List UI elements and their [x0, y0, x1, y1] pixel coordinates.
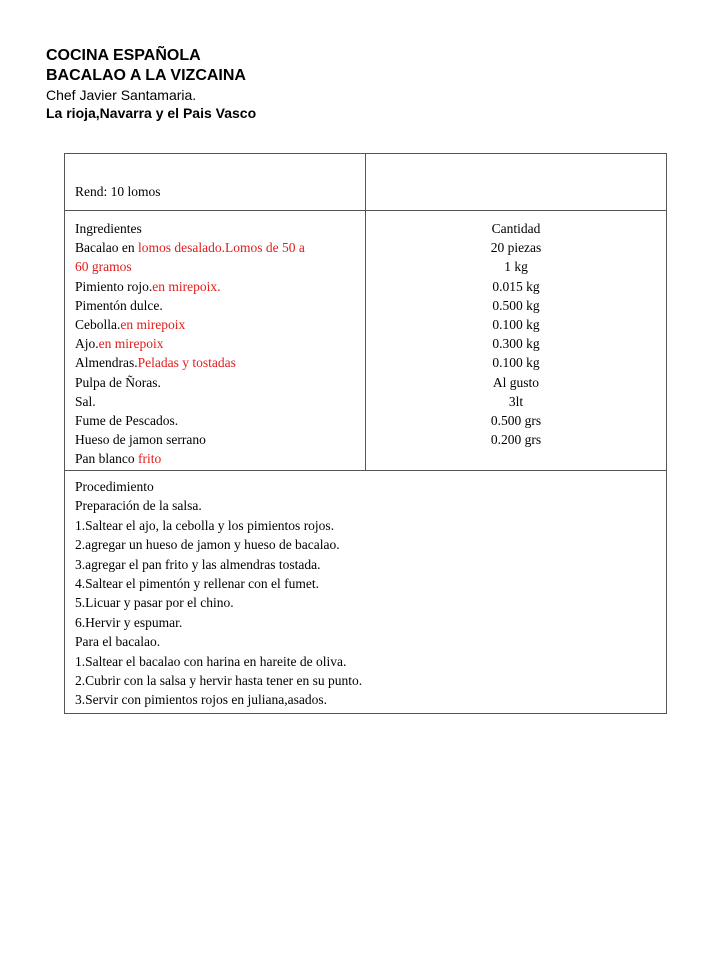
procedure-step: 2.agregar un hueso de jamon y hueso de bacalao.	[75, 537, 340, 553]
procedure-step: 3.agregar el pan frito y las almendras tostada.	[75, 556, 321, 572]
ingredient-name: Pimentón dulce.	[75, 297, 163, 313]
ingredients-list	[75, 238, 355, 468]
ingredient-name: Bacalao en	[75, 240, 138, 256]
ingredient-name: Sal.	[75, 393, 96, 409]
cuisine-title: COCINA ESPAÑOLA	[46, 47, 201, 64]
procedure-step: 2.Cubrir con la salsa y hervir hasta tener en su punto.	[75, 673, 363, 689]
quantity-value: 3lt	[508, 393, 524, 409]
ingredient-line	[75, 277, 355, 296]
ingredient-line	[75, 296, 355, 315]
quantity-value: 20 piezas	[490, 240, 542, 256]
ingredient-line	[75, 334, 355, 353]
ingredient-name: Cebolla.	[75, 317, 121, 333]
ingredient-note: en mirepoix	[120, 317, 186, 333]
ingredient-note: 60 gramos	[75, 259, 132, 275]
ingredients-row	[65, 210, 666, 470]
region-name: La rioja,Navarra y el Pais Vasco	[46, 105, 257, 121]
procedure-step: 1.Saltear el ajo, la cebolla y los pimientos rojos.	[75, 517, 335, 533]
ingredient-note: en mirepoix.	[152, 278, 221, 294]
quantities-cell	[366, 211, 666, 470]
quantity-value: 0.100 kg	[492, 355, 540, 371]
ingredient-note: en mirepoix	[98, 336, 164, 352]
ingredient-name: Almendras.	[75, 355, 138, 371]
ingredient-note: frito	[138, 451, 162, 467]
ingredient-line	[75, 315, 355, 334]
ingredient-name: Ajo.	[75, 336, 99, 352]
quantity-value: 0.500 grs	[490, 413, 542, 429]
procedure-step: 5.Licuar y pasar por el chino.	[75, 595, 234, 611]
quantity-value: 0.015 kg	[492, 278, 540, 294]
yield-empty-cell	[366, 154, 666, 210]
quantity-value: Al gusto	[492, 374, 540, 390]
ingredient-name: Hueso de jamon serrano	[75, 432, 206, 448]
procedure-header: Procedimiento	[75, 479, 154, 494]
quantity-value: 0.200 grs	[490, 432, 542, 448]
ingredients-header: Ingredientes	[75, 221, 142, 236]
recipe-header	[46, 46, 256, 122]
ingredient-note: lomos desalado.Lomos de 50 a	[137, 240, 305, 256]
ingredient-line	[75, 430, 355, 449]
procedure-step: 3.Servir con pimientos rojos en juliana,asados.	[75, 692, 327, 708]
yield-row	[65, 154, 666, 210]
procedure-cell	[65, 471, 666, 713]
ingredient-name: Pulpa de Ñoras.	[75, 374, 161, 390]
quantity-value: 1 kg	[504, 259, 528, 275]
quantity-value: 0.500 kg	[492, 297, 540, 313]
quantity-value: 0.100 kg	[492, 317, 540, 333]
chef-name: Chef Javier Santamaria.	[46, 87, 197, 103]
procedure-step: Para el bacalao.	[75, 634, 161, 650]
procedure-step: 4.Saltear el pimentón y rellenar con el fumet.	[75, 576, 320, 592]
quantity-value: 0.300 kg	[492, 336, 540, 352]
quantities-list	[376, 238, 656, 449]
quantity-header: Cantidad	[491, 221, 541, 236]
recipe-table	[64, 153, 667, 714]
ingredient-name: Fume de Pescados.	[75, 413, 179, 429]
ingredient-line	[75, 411, 355, 430]
ingredient-line	[75, 238, 355, 257]
yield-cell	[65, 154, 366, 210]
procedure-step: 1.Saltear el bacalao con harina en hareite de oliva.	[75, 653, 347, 669]
procedure-row	[65, 470, 666, 713]
ingredient-line	[75, 353, 355, 372]
yield-text: Rend: 10 lomos	[75, 184, 161, 199]
procedure-step: Preparación de la salsa.	[75, 498, 202, 514]
ingredient-name: Pimiento rojo.	[75, 278, 153, 294]
ingredient-line	[75, 257, 355, 276]
ingredient-name: Pan blanco	[75, 451, 138, 467]
ingredient-line	[75, 392, 355, 411]
procedure-step: 6.Hervir y espumar.	[75, 614, 183, 630]
dish-title: BACALAO A LA VIZCAINA	[46, 67, 246, 84]
ingredient-line	[75, 449, 355, 468]
ingredient-note: Peladas y tostadas	[137, 355, 236, 371]
ingredients-cell	[65, 211, 366, 470]
ingredient-line	[75, 373, 355, 392]
